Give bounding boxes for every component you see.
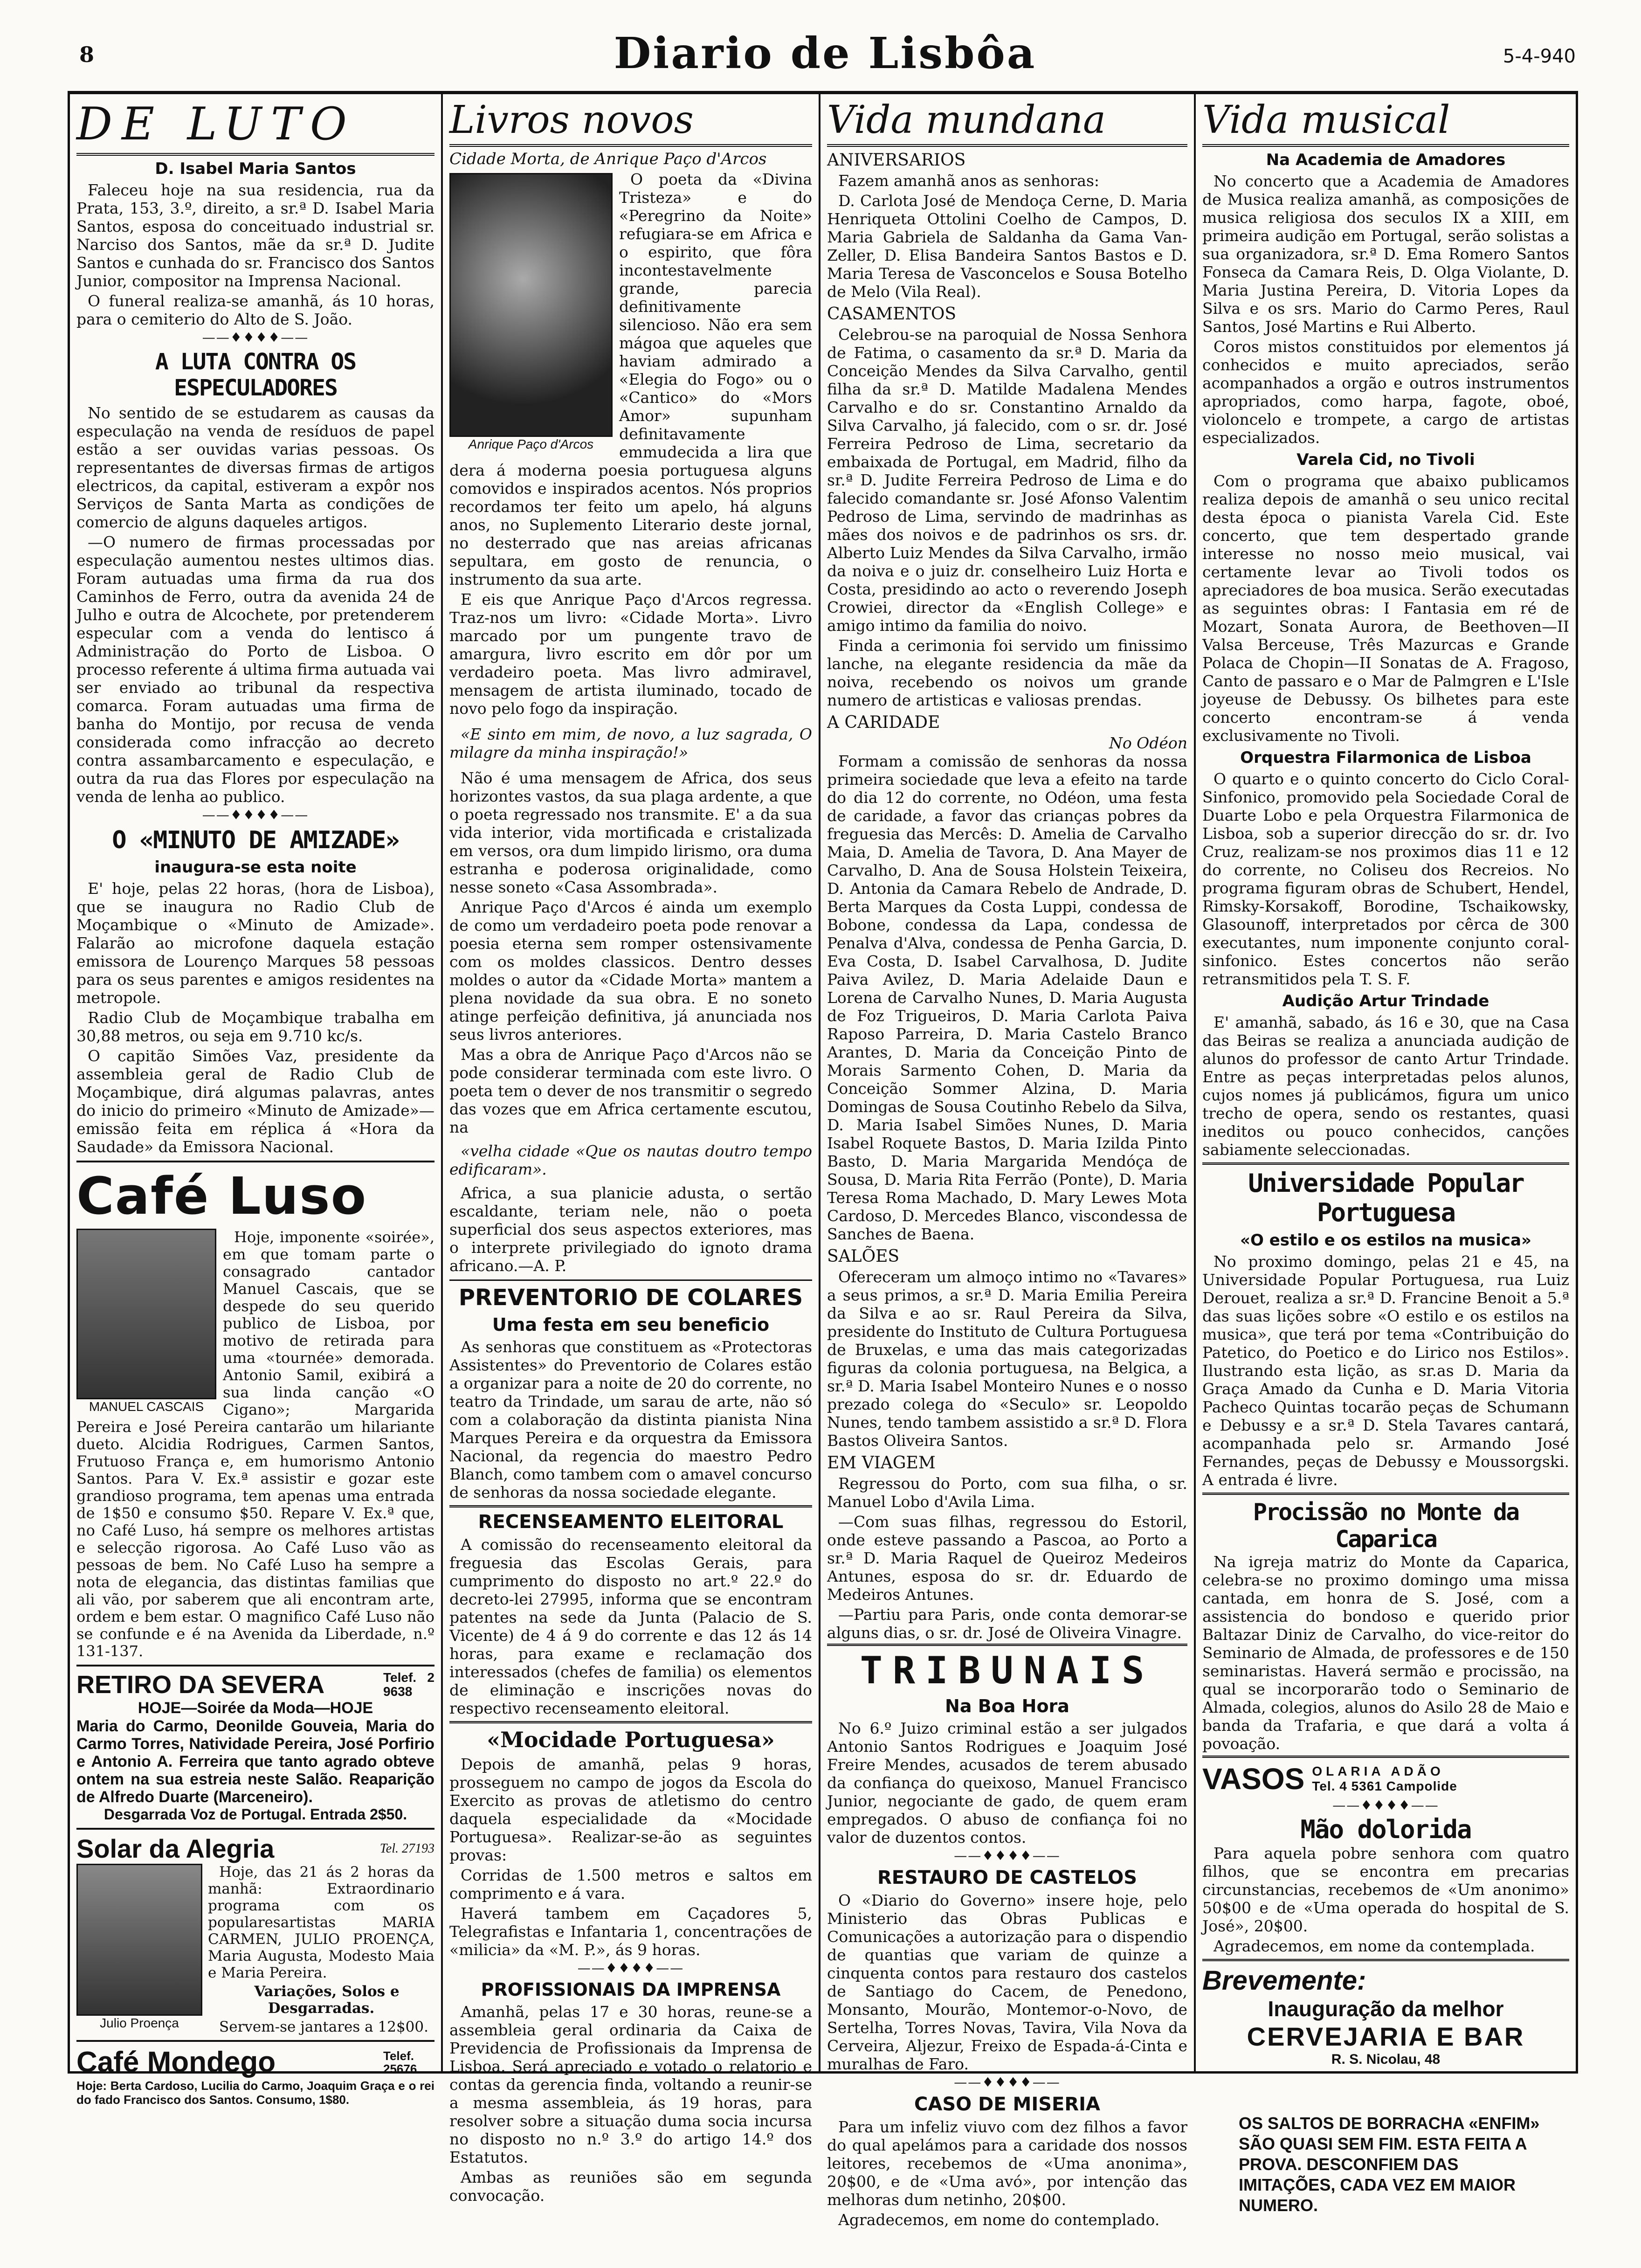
mao-text-2: Agradecemos, em nome da contemplada. xyxy=(1214,1937,1535,1955)
solar-title: Solar da Alegria xyxy=(76,1834,275,1863)
severa-tail: Desgarrada Voz de Portugal. Entrada 2$50. xyxy=(103,1806,407,1823)
paco-arcos-photo xyxy=(449,173,613,437)
solar-tel: Tel. 27193 xyxy=(379,1841,434,1856)
minuto-text-3: O capitão Simões Vaz, presidente da assembleia geral de Radio Club de Moçambique, dirá algumas palavras, antes do inicio do primeiro «Minuto de Amizade»—emissão feita em réplica á «Hora da Saudade» da Emissora Nacional. xyxy=(76,1047,434,1156)
ornament-divider: ——♦♦♦♦—— xyxy=(202,807,309,823)
prof-text-2: Ambas as reuniões são em segunda convocação. xyxy=(449,2168,812,2205)
univ-title: Universidade Popular Portuguesa xyxy=(1202,1162,1569,1227)
page-number: 8 xyxy=(79,42,95,67)
mondego-ad xyxy=(76,2040,434,2107)
paco-arcos-caption: Anrique Paço d'Arcos xyxy=(468,437,594,451)
vasos-title: VASOS xyxy=(1202,1762,1305,1796)
aud-head: Audição Artur Trindade xyxy=(1282,992,1489,1010)
luta-text-1: No sentido de se estudarem as causas da especulação na venda de resíduos de papel estão a ser ouvidas varias pessoas. Os representantes de diversas firmas de artigos electricos, da capital, estiveram a expôr nos Serviços de Santa Marta as condições de comercio de alguns daqueles artigos. xyxy=(76,404,434,531)
aniv-text-1: Fazem amanhã anos as senhoras: xyxy=(838,172,1100,190)
prev-subtitle: Uma festa em seu beneficio xyxy=(492,1314,770,1335)
livros-subtitle: Cidade Morta, de Anrique Paço d'Arcos xyxy=(449,150,767,168)
acad-text-2: Coros mistos constituidos por elementos já conhecidos e muito apreciados, serão acompanhados a orgão e outros instrumentos apropriados, como harpa, fagote, oboé, violoncelo e trompete, a cargo de artistas especializados. xyxy=(1202,338,1569,447)
obit-text: Faleceu hoje na sua residencia, rua da Prata, 153, 3.º, direito, a sr.ª D. Isabel Maria Santos, esposa do conceituado industrial sr. Narciso dos Santos, mãe da sr.ª D. Judite Santos e cunhada do sr. Francisco dos Santos Junior, compositor na Imprensa Nacional. xyxy=(76,181,434,290)
car-head: A CARIDADE xyxy=(827,713,940,732)
cas-head: CASAMENTOS xyxy=(827,304,957,324)
livros-quote-1: «E sinto em mim, de novo, a luz sagrada, O milagre da minha inspiração!» xyxy=(449,725,812,761)
prev-title: PREVENTORIO DE COLARES xyxy=(449,1279,812,1311)
recen-title: RECENSEAMENTO ELEITORAL xyxy=(449,1505,812,1533)
sal-head: SALÕES xyxy=(827,1247,900,1266)
acad-text-1: No concerto que a Academia de Amadores de Musica realiza amanhã, as composições de musica religiosa dos seculos IX a XIII, em primeira audição em Portugal, serão solistas a sua organizadora, sr.ª D. Ema Romero Santos Fonseca da Camara Reis, D. Olga Violante, D. Maria Justina Pereira, D. Vitoria Lopes da Silva e os srs. Mario do Carmo Peres, Raul Santos, José Martins e Rui Alberto. xyxy=(1202,172,1569,336)
obit-funeral: O funeral realiza-se amanhã, ás 10 horas, para o cemiterio do Alto de S. João. xyxy=(76,292,434,328)
trib-text: No 6.º Juizo criminal estão a ser julgados Antonio Santos Rodrigues e Joaquim José Freire Mendes, acusados de terem abusado da confiança do queixoso, Manuel Francisco Junior, negociante de gado, de quem eram empregados. O abuso de confiança foi no valor de duzentos contos. xyxy=(827,1719,1187,1846)
caso-title: CASO DE MISERIA xyxy=(914,2094,1100,2115)
mondego-tel: Telef. 25676 xyxy=(383,2048,417,2076)
moc-text-3: Haverá tambem em Caçadores 5, Telegrafistas e Infantaria 1, concentrações de «milicia» da «M. P.», ás 9 horas. xyxy=(449,1904,812,1959)
issue-date: 5-4-940 xyxy=(1503,46,1576,67)
page-header xyxy=(70,28,1580,84)
livros-text-4: Anrique Paço d'Arcos é ainda um exemplo de como um verdadeiro poeta pode renovar a poesia eterna sem romper ostensivamente com os moldes classicos. Dentro desses moldes o autor da «Cidade Morta» mantem a plena novidade da sua obra. E no soneto atinge perfeição definitiva, já anunciada nos seus livros anteriores. xyxy=(449,898,812,1044)
severa-title: RETIRO DA SEVERA xyxy=(76,1671,325,1699)
livros-text-3: Não é uma mensagem de Africa, dos seus horizontes vastos, da sua plaga ardente, a que o poeta regressado nos transmite. E' a da sua vida interior, vida mortificada e cristalizada em versos, ora dum limpido lirismo, ora duma estranha e poderosa originalidade, como nesse soneto «Casa Assombrada». xyxy=(449,769,812,896)
prof-title: PROFISSIONAIS DA IMPRENSA xyxy=(481,1979,781,2000)
vida-musical-title: Vida musical xyxy=(1202,98,1569,147)
varela-text: Com o programa que abaixo publicamos realiza depois de amanhã o seu unico recital desta época o pianista Varela Cid. Este concerto, que tem despertado grande interesse no nosso meio musical, vai certamente levar ao Tivoli todos os apreciadores de boa musica. Serão executadas as seguintes obras: I Fantasia em ré de Mozart, Sonata Aurora, de Beethoven—II Valsa Berceuse, Três Mazurcas e Grande Polaca de Chopin—II Sonatas de A. Fragoso, Canto de passaro e o Mar de Palmgren e L'Isle joyeuse de Debussy. Os bilhetes para este concerto encontram-se á venda exclusivamente no Tivoli. xyxy=(1202,472,1569,745)
minuto-text-1: E' hoje, pelas 22 horas, (hora de Lisboa), que se inaugura no Radio Club de Moçambique o «Minuto de Amizade». Falarão ao microfone daquela estação emissora de Lourenço Marques 58 pessoas para os seus parentes e amigos residentes na metropole. xyxy=(76,879,434,1007)
vida-mundana-title: Vida mundana xyxy=(827,98,1187,147)
solar-text: Hoje, das 21 ás 2 horas da manhã: Extraordinario programa com os popularesartistas MARIA CARMEN, JULIO PROENÇA, Maria Augusta, Modesto Maia e Maria Pereira. xyxy=(208,1864,434,1981)
livros-title: Livros novos xyxy=(449,98,812,147)
caso-text-2: Agradecemos, em nome do contemplado. xyxy=(838,2211,1160,2229)
mondego-title: Café Mondego xyxy=(76,2046,276,2078)
brevemente-ad xyxy=(1202,1959,1569,2067)
brev-line2: CERVEJARIA E BAR xyxy=(1247,2022,1525,2051)
proc-title: Procissão no Monte da Caparica xyxy=(1202,1493,1569,1553)
ornament-divider: ——♦♦♦♦—— xyxy=(954,1848,1061,1863)
column-4 xyxy=(1196,94,1576,2215)
aniv-head: ANIVERSARIOS xyxy=(827,151,966,170)
univ-sub: «O estilo e os estilos na musica» xyxy=(1240,1231,1531,1250)
aud-text: E' amanhã, sabado, ás 16 e 30, que na Casa das Beiras se realiza a anunciada audição de alunos do professor de canto Artur Trindade. Entre as peças interpretadas pelos alunos, cujos nomes já publicámos, figura um unico trecho de opera, sendo os restantes, quasi ineditos ou pouco conhecidos, canções sabiamente seleccionadas. xyxy=(1202,1013,1569,1159)
severa-tel: Telef. 2 9638 xyxy=(383,1670,434,1699)
livros-quote-2: «velha cidade «Que os nautas doutro tempo edificaram». xyxy=(449,1142,812,1178)
cas-text-2: Finda a cerimonia foi servido um finissimo lanche, na elegante residencia da mãe da noiva, recebendo os noivos um grande numero de artisticas e valiosas prendas. xyxy=(827,636,1187,709)
paco-arcos-photo-block xyxy=(449,173,613,452)
masthead: Diario de Lisbôa xyxy=(614,28,1037,78)
de-luto-title: DE LUTO xyxy=(76,98,434,156)
recen-text: A comissão do recenseamento eleitoral da freguesia das Escolas Gerais, para cumprimento do disposto no art.º 22.º do decreto-lei 27995, informa que se encontram patentes na sede da Junta (Palacio de S. Vicente) de 4 á 9 do corrente e das 12 ás 14 horas, para exame e reclamação dos interessados (chefes de familia) os elementos de eliminação e inscrições novas do respectivo recenseamento eleitoral. xyxy=(449,1535,812,1717)
cafe-luso-text: Hoje, imponente «soirée», em que tomam parte o consagrado cantador Manuel Cascais, que se despede do seu querido publico de Lisboa, por motivo de retirada para uma «tournée» demorada. Antonio Samil, exibirá a sua linda canção «O Cigano»; Margarida Pereira e José Pereira cantarão um hilariante dueto. Alcidia Rodrigues, Carmen Santos, Frutuoso França e, em humorismo Antonio Santos. Para V. Ex.ª assistir e gozar este grandioso programa, tem apenas uma entrada de 1$50 e consumo $50. Repare V. Ex.ª que, no Café Luso, há sempre os melhores artistas e selecção rigorosa. Ao Café Luso vão as pessoas de bem. No Café Luso ha sempre a nota de elegancia, das distintas familias que ali vão, por saberem que ali encontram arte, ordem e bem estar. O magnifico Café Luso não se confunde e é na Avenida da Liberdade, n.º 131-137. xyxy=(76,1228,434,1660)
univ-text: No proximo domingo, pelas 21 e 45, na Universidade Popular Portuguesa, rua Luiz Derouet, realiza a sr.ª D. Francine Benoit a 5.ª das suas lições sobre «O estilo e os estilos na musica», que terá por tema «Contribuição do Patetico, do Poetico e do Lirico nos Estilos». Ilustrando esta lição, as sr.as D. Maria da Graça Amado da Cunha e D. Maria Vitoria Pacheco Quintas tocarão peças de Schumann e Debussy e a sr.ª D. Stela Tavares cantará, acompanhada pelo sr. Armando José Fernandes, peças de Debussy e Moussorgski. A entrada é livre. xyxy=(1202,1252,1569,1489)
obit-name: D. Isabel Maria Santos xyxy=(155,159,356,178)
orq-head: Orquestra Filarmonica de Lisboa xyxy=(1240,748,1531,767)
vasos-sub: OLARIA ADÃO xyxy=(1312,1764,1444,1778)
mao-title: Mão dolorida xyxy=(1300,1815,1471,1844)
solar-ad xyxy=(76,1828,434,2035)
cafe-luso-photo-block xyxy=(76,1229,216,1414)
solar-text-2: Variações, Solos e Desgarradas. xyxy=(254,1983,400,2017)
moc-title: «Mocidade Portuguesa» xyxy=(449,1721,812,1752)
moc-text-1: Depois de amanhã, pelas 9 horas, prosseguem no campo de jogos da Escola do Exercito as provas de atletismo do centro daquela especialidade da «Mocidade Portuguesa». Realizar-se-ão as seguintes provas: xyxy=(449,1755,812,1864)
minuto-text-2: Radio Club de Moçambique trabalha em 30,88 metros, ou seja em 9.710 kc/s. xyxy=(76,1009,434,1045)
acad-head: Na Academia de Amadores xyxy=(1266,151,1506,169)
column-2 xyxy=(443,94,820,2205)
via-head: EM VIAGEM xyxy=(827,1453,936,1473)
ornament-divider: ——♦♦♦♦—— xyxy=(577,1960,684,1976)
ornament-divider: ——♦♦♦♦—— xyxy=(954,2074,1061,2090)
ornament-divider: ——♦♦♦♦—— xyxy=(202,330,309,345)
proc-text: Na igreja matriz do Monte da Caparica, celebra-se no proximo domingo uma missa cantada, em honra de S. José, com a assistencia do bondoso e querido prior Baltazar Diniz de Carvalho, do vice-reitor do Seminario de Almada, de professores e de 150 seminaristas. Haverá sermão e procissão, na qual se incorporarão todo o Seminario de Almada, colegios, alunos do Asilo 28 de Maio e banda da Trafaria, e que dará a volta á povoação. xyxy=(1202,1553,1569,1753)
rest-title: RESTAURO DE CASTELOS xyxy=(877,1867,1138,1888)
column-3 xyxy=(820,94,1196,2229)
mao-text-1: Para aquela pobre senhora com quatro filhos, que se encontra em precarias circunstancias, recebemos de «Um anonimo» 50$00 e de «Uma operada do hospital de S. José», 20$00. xyxy=(1202,1844,1569,1935)
cafe-luso-title: Café Luso xyxy=(76,1166,367,1226)
luta-text-2: —O numero de firmas processadas por especulação aumentou nestes ultimos dias. Foram autuadas uma firma da rua dos Caminhos de Ferro, outra da avenida 24 de Julho e outra de Alcochete, por pretenderem especular com a venda do lentisco á Administração do Porto de Lisboa. O processo referente á ultima firma autuada vai ser enviado ao tribunal da respectiva comarca. Foram autuadas uma firma de banha do Montijo, por recusa de venda considerada como infracção ao decreto contra assambarcamento e especulação, e outra da rua das Flores por especulação na venda de lenha ao publico. xyxy=(76,533,434,806)
via-text-1: Regressou do Porto, com sua filha, o sr. Manuel Lobo d'Avila Lima. xyxy=(827,1474,1187,1511)
severa-text: Maria do Carmo, Deonilde Gouveia, Maria do Carmo Torres, Natividade Pereira, José Porfirio e Antonio A. Ferreira que tanto agrado obteve ontem na sua estreia neste Salão. Reaparição de Alfredo Duarte (Marceneiro). xyxy=(76,1717,434,1806)
prof-text-1: Amanhã, pelas 17 e 30 horas, reune-se a assembleia geral ordinaria da Caixa de Previdencia de Profissionais da Imprensa de Lisboa. Será apreciado e votado o relatorio e contas da gerencia finda, voltando a reunir-se a mesma assembleia, ás 19 horas, para resolver sobre a situação duma socia incursa no disposto no n.º 3.º do artigo 14.º dos Estatutos. xyxy=(449,2003,812,2166)
trib-title: TRIBUNAIS xyxy=(827,1644,1187,1692)
brev-title: Brevemente: xyxy=(1202,1965,1366,1996)
rest-text: O «Diario do Governo» insere hoje, pelo Ministerio das Obras Publicas e Comunicações a autorização para o dispendio de quantias que variam de quinze a cinquenta contos para restauro dos castelos de Santiago do Cacem, de Penedono, Monsanto, Mourão, Montemor-o-Novo, de Sertelha, Torres Novas, Tavira, Vila Nova da Cerveira, Aljezur, Freixo de Espada-á-Cinta e muralhas de Faro. xyxy=(827,1891,1187,2073)
vasos-tel: Tel. 4 5361 Campolide xyxy=(1312,1779,1457,1793)
vasos-ad xyxy=(1202,1756,1569,1796)
column-1 xyxy=(70,94,443,2107)
minuto-title: O «MINUTO DE AMIZADE» xyxy=(112,826,399,854)
julio-proenca-photo xyxy=(76,1864,202,2016)
livros-text-6: Africa, a sua planicie adusta, o sertão escaldante, teriam nele, não o poeta superficial dos seus aspectos exteriores, mas o interprete privilegiado do ignoto drama africano.—A. P. xyxy=(449,1184,812,1275)
brev-line1: Inauguração da melhor xyxy=(1268,1997,1504,2021)
via-text-2: —Com suas filhas, regressou do Estoril, onde esteve passando a Pascoa, ao Porto a sr.ª D. Maria Raquel de Queiroz Medeiros Antunes, esposa do sr. dr. Eduardo de Medeiros Antunes. xyxy=(827,1513,1187,1604)
solar-photo-block xyxy=(76,1864,202,2031)
luta-title: A LUTA CONTRA OS ESPECULADORES xyxy=(155,349,356,401)
manuel-cascais-photo xyxy=(76,1229,216,1399)
trib-sub: Na Boa Hora xyxy=(945,1696,1069,1716)
orq-text: O quarto e o quinto concerto do Ciclo Coral-Sinfonico, promovido pela Sociedade Coral de Duarte Lobo e pela Orquestra Filarmonica de Lisboa, sob a superior direcção do sr. dr. Ivo Cruz, realizam-se nos proximos dias 11 e 12 do corrente, no Coliseu dos Recreios. No programa figuram obras de Schubert, Hendel, Rimsky-Korsakoff, Borodine, Tschaikowsky, Glasounoff, interpretados por cêrca de 300 executantes, num imponente conjunto coral-sinfonico. Estes concertos não serão retransmitidos pela T. S. F. xyxy=(1202,770,1569,988)
prev-text: As senhoras que constituem as «Protectoras Assistentes» do Preventorio de Colares estão a organizar para a noite de 20 do corrente, no teatro da Trindade, um sarau de arte, não só com a colaboração da distinta pianista Nina Marques Pereira e da orquestra da Emissora Nacional, da regencia do maestro Pedro Blanch, como tambem com o amavel concurso de senhoras da nossa sociedade elegante. xyxy=(449,1338,812,1501)
ornament-divider: ——♦♦♦♦—— xyxy=(1332,1798,1439,1813)
page-frame xyxy=(68,91,1578,2229)
moc-text-2: Corridas de 1.500 metros e saltos em comprimento e á vara. xyxy=(449,1866,812,1902)
cafe-luso-caption: MANUEL CASCAIS xyxy=(89,1399,204,1414)
cas-text-1: Celebrou-se na paroquial de Nossa Senhora de Fatima, o casamento da sr.ª D. Maria da Conceição Mendes da Silva Carvalho, gentil filha da sr.ª D. Matilde Madalena Mendes Carvalho e do sr. Constantino Arnaldo da Silva Carvalho, já falecido, com o sr. dr. José Ferreira Pedroso de Lima, secretario da embaixada de Portugal, em Madrid, filho da sr.ª D. Judite Ferreira Pedroso de Lima e do falecido comandante sr. José Afonso Valentim Pedroso de Lima, servindo de madrinhas as mães dos noivos e de padrinhos os srs. dr. Alberto Luiz Mendes da Silva Carvalho, irmão da noiva e o juiz dr. conselheiro Luiz Horta e Costa, presidindo ao acto o reverendo Joseph Crowiei, director da «English College» e amigo intimo da familia do noivo. xyxy=(827,325,1187,635)
mondego-text: Hoje: Berta Cardoso, Lucilia do Carmo, Joaquim Graça e o rei do fado Francisco dos Santos. Consumo, 1$80. xyxy=(76,2079,434,2107)
car-sub: No Odéon xyxy=(1109,734,1187,752)
solar-caption: Julio Proença xyxy=(100,2016,179,2030)
via-text-3: —Partiu para Paris, onde conta demorar-se alguns dias, o sr. dr. José de Oliveira Vinagre. xyxy=(827,1605,1187,1642)
sal-text: Ofereceram um almoço intimo no «Tavares» a seus primos, a sr.ª D. Maria Emilia Pereira da Silva e ao sr. Raul Pereira da Silva, presidente do Instituto de Cultura Portuguesa de Bruxelas, e uma das mais categorizadas figuras da colonia portuguesa, na Belgica, a sr.ª D. Maria Isabel Monteiro Nunes e o nosso prezado colega do «Seculo» sr. Leopoldo Nunes, tendo tambem assistido a sr.ª D. Flora Bastos Oliveira Santos. xyxy=(827,1268,1187,1450)
minuto-subtitle: inaugura-se esta noite xyxy=(154,858,357,877)
car-text: Formam a comissão de senhoras da nossa primeira sociedade que leva a efeito na tarde do dia 12 do corrente, no Odéon, uma festa de caridade, a favor das crianças pobres da freguesia das Mercês: D. Amelia de Carvalho Maia, D. Amelia de Tavora, D. Ana Mayer de Carvalho, D. Ana de Sousa Holstein Teixeira, D. Antonia da Camara Rebelo de Andrade, D. Berta Marques da Costa Luppi, condessa de Bobone, condessa da Lapa, condessa de Penalva d'Alva, condessa de Penha Garcia, D. Eva Costa, D. Isabel Carvalhosa, D. Judite Paiva Avilez, D. Maria Adelaide Daun e Lorena de Carvalho Nunes, D. Maria Augusta de Foz Trigueiros, D. Maria Carlota Paiva Raposo Parreira, D. Maria Castelo Branco Arantes, D. Maria da Conceição Pinto de Morais Sarmento Cohen, D. Maria da Conceição Sommer Alzina, D. Maria Domingas de Sousa Coutinho Rebelo da Silva, D. Maria Isabel Simões Nunes, D. Maria Isabel Roquete Bastos, D. Maria Izilda Pinto Basto, D. Maria Margarida Mendóça de Sousa, D. Maria Rita Ferrão (Ponte), D. Maria Teresa Roma Machado, D. Mary Lewes Mota Cardoso, D. Mercedes Blanco, viscondessa de Sanches de Baena. xyxy=(827,752,1187,1243)
caso-text-1: Para um infeliz viuvo com dez filhos a favor do qual apelámos para a caridade dos nossos leitores, recebemos de «Uma anonima», 20$00, e de «Uma avó», por intenção das melhoras dum netinho, 20$00. xyxy=(827,2118,1187,2209)
livros-text-5: Mas a obra de Anrique Paço d'Arcos não se pode considerar terminada com este livro. O poeta tem o dever de nos transmitir o segredo das vozes que em Africa certamente escutou, na xyxy=(449,1045,812,1136)
brev-addr: R. S. Nicolau, 48 xyxy=(1331,2052,1441,2067)
varela-head: Varela Cid, no Tivoli xyxy=(1296,450,1475,469)
cafe-luso-ad xyxy=(76,1161,434,1660)
livros-text-2: E eis que Anrique Paço d'Arcos regressa. Traz-nos um livro: «Cidade Morta». Livro marcado por um pungente travo de amargura, livro escrito em dôr por um verdadeiro poeta. Mas livro admiravel, mensagem de artista iluminado, tocado de novo pelo fogo da inspiração. xyxy=(449,590,812,718)
solar-text-3: Servem-se jantares a 12$00. xyxy=(219,2019,428,2035)
saltos-ad: OS SALTOS DE BORRACHA «ENFIM» SÃO QUASI SEM FIM. ESTA FEITA A PROVA. DESCONFIEM DAS IMITAÇÕES, CADA VEZ EM MAIOR NUMERO. xyxy=(1239,2114,1540,2215)
severa-line: HOJE—Soirée da Moda—HOJE xyxy=(138,1699,373,1717)
severa-ad xyxy=(76,1665,434,1823)
aniv-text-2: D. Carlota José de Mendoça Cerne, D. Maria Henriqueta Ottolini Coelho de Campos, D. Maria Gabriela de Saldanha da Gama Van-Zeller, D. Elisa Bandeira Santos Bastos e D. Maria Teresa de Vasconcelos e Sousa Botelho de Melo (Vila Real). xyxy=(827,192,1187,301)
livros-text-1: O poeta da «Divina Tristeza» e do «Peregrino da Noite» refugiara-se em Africa e o espirito, que fôra incontestavelmente grande, parecia definitivamente silencioso. Não era sem mágoa que aqueles que haviam admirado a «Elegia do Fogo» ou o «Cantico» do «Mors Amor» supunham definitavamente emmudecida a lira que dera á moderna poesia portuguesa alguns comovidos e inspirados acentos. Nós proprios recordamos ter feito um apelo, há alguns anos, no Suplemento Literario deste jornal, no desterrado que nas areias africanas sepultara, em gosto de renuncia, o instrumento da sua arte. xyxy=(449,170,812,588)
